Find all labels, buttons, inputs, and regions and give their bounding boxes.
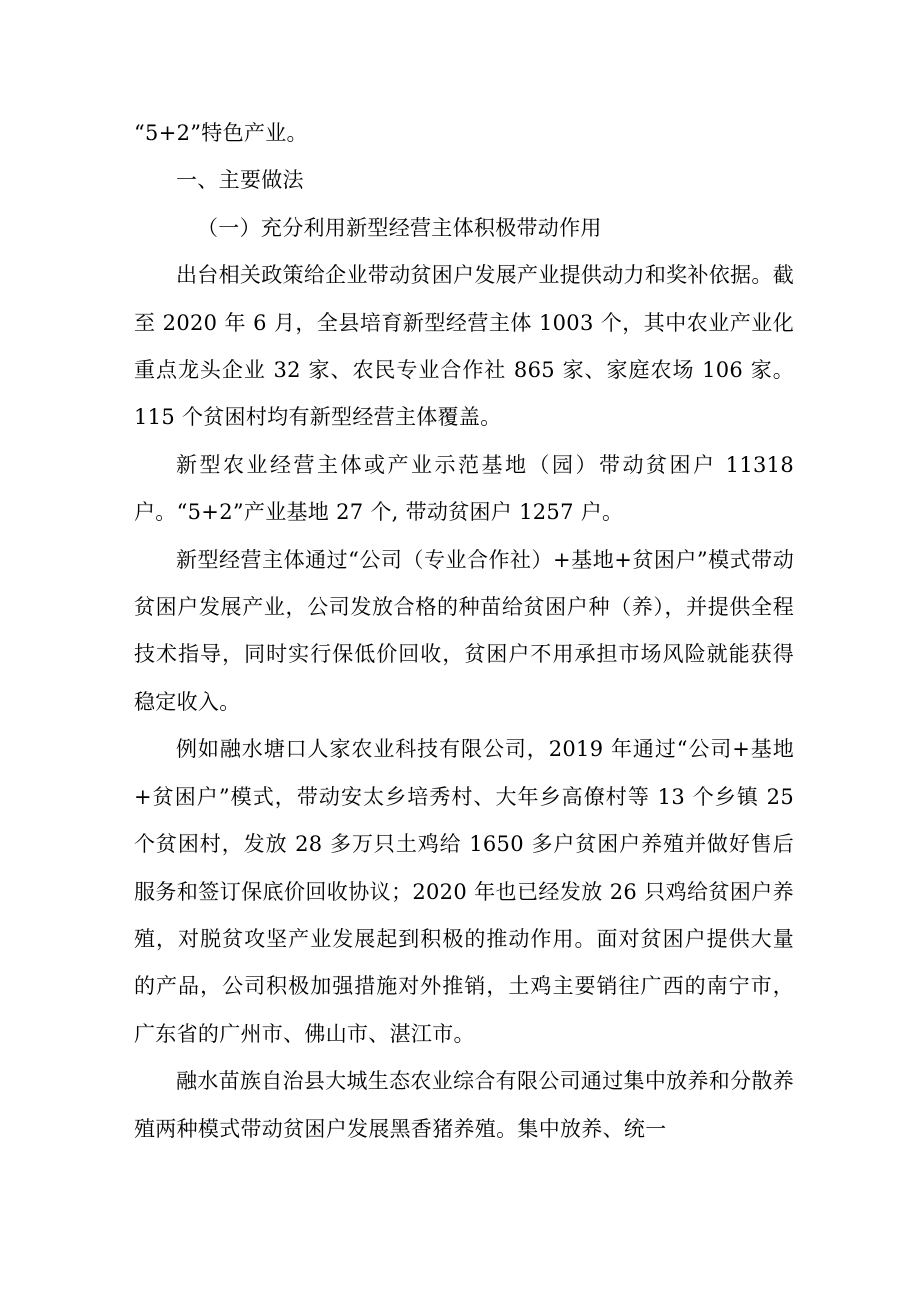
body-paragraph: 出台相关政策给企业带动贫困户发展产业提供动力和奖补依据。截至 2020 年 6 月，全县培育新型经营主体 1003 个，其中农业产业化重点龙头企业 32 家、农民专业合作社 865 家、家庭农场 106 家。115 个贫困村均有新型经营主体覆盖。	[134, 263, 794, 430]
body-paragraph: 新型农业经营主体或产业示范基地（园）带动贫困户 11318 户。“5+2”产业基地 27 个, 带动贫困户 1257 户。	[134, 452, 794, 525]
subsection-heading: （一）充分利用新型经营主体积极带动作用	[197, 215, 602, 240]
section-heading: 一、主要做法	[176, 168, 304, 193]
body-paragraph: 新型经营主体通过“公司（专业合作社）+基地+贫困户”模式带动贫困户发展产业，公司发放合格的种苗给贫困户种（养），并提供全程技术指导，同时实行保低价回收，贫困户不用承担市场风险就能获得稳定收入。	[134, 547, 794, 714]
body-paragraph: 融水苗族自治县大城生态农业综合有限公司通过集中放养和分散养殖两种模式带动贫困户发展黑香猪养殖。集中放养、统一	[134, 1069, 794, 1141]
document-page	[134, 110, 794, 1153]
body-paragraph: 例如融水塘口人家农业科技有限公司，2019 年通过“公司+基地+贫困户”模式，带动安太乡培秀村、大年乡高僚村等 13 个乡镇 25 个贫困村，发放 28 多万只土鸡给 1650 多户贫困户养殖并做好售后服务和签订保底价回收协议；2020 年也已经发放 26 只鸡给贫困户养殖，对脱贫攻坚产业发展起到积极的推动作用。面对贫困户提供大量的产品，公司积极加强措施对外推销，土鸡主要销往广西的南宁市，广东省的广州市、佛山市、湛江市。	[134, 737, 794, 1046]
paragraph-continuation: “5+2”特色产业。	[134, 121, 308, 145]
